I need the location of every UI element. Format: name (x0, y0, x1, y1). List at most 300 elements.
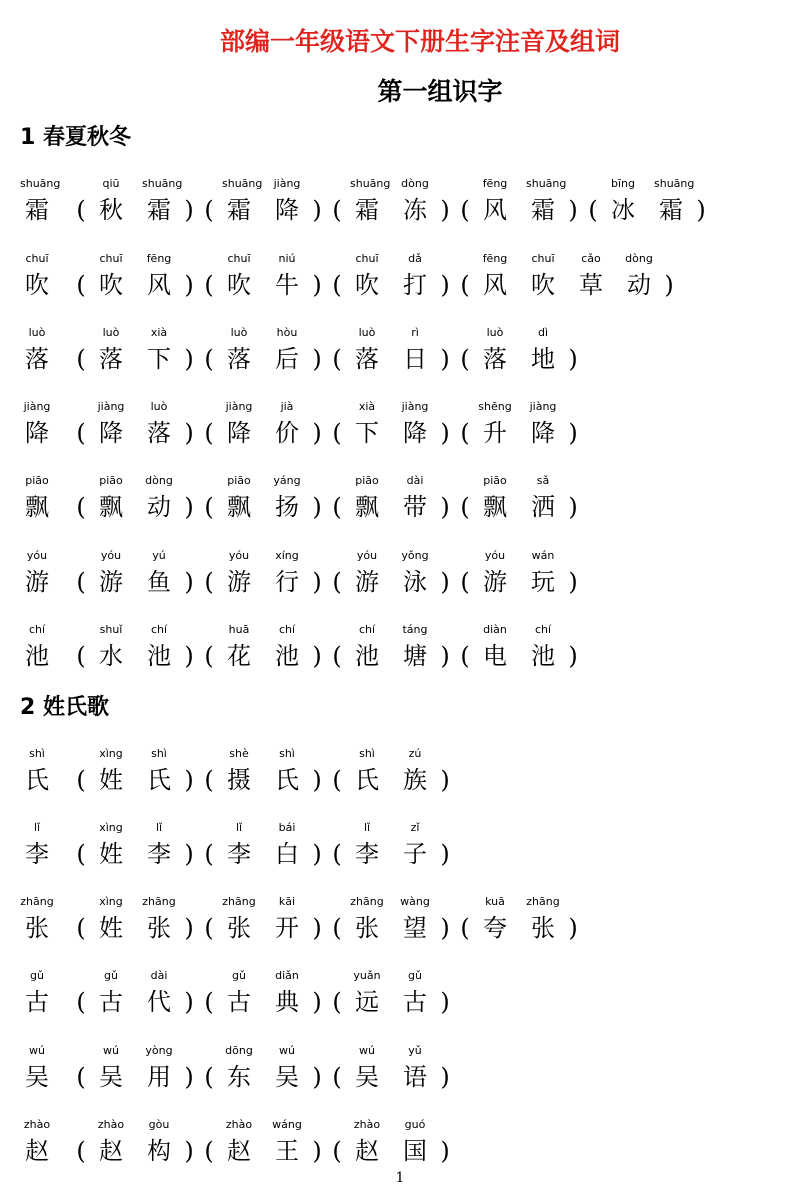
word-character (142, 250, 176, 302)
word-character (142, 472, 176, 524)
hanzi: 吹 (355, 271, 379, 299)
close-paren: ) (312, 1137, 322, 1165)
pinyin: jiàng (529, 400, 557, 413)
close-paren: ) (184, 568, 194, 596)
hanzi: 扬 (275, 493, 299, 521)
pinyin: dòng (145, 474, 173, 487)
word-character (622, 250, 656, 302)
pinyin: chí (28, 623, 46, 636)
hanzi: 降 (227, 419, 251, 447)
character-row (20, 967, 790, 1027)
lesson-heading: 2 姓氏歌 (20, 695, 109, 720)
hanzi: 赵 (99, 1137, 123, 1165)
close-paren: ) (440, 766, 450, 794)
page-number: 1 (395, 1170, 405, 1186)
pinyin: chuī (531, 252, 555, 265)
close-paren: ) (312, 1063, 322, 1091)
open-paren: ( (332, 419, 342, 447)
hanzi: 摄 (227, 766, 251, 794)
character-row (20, 472, 790, 532)
hanzi: 池 (275, 642, 299, 670)
hanzi: 玩 (531, 568, 555, 596)
open-paren: ( (76, 196, 86, 224)
character-row (20, 1116, 790, 1176)
open-paren: ( (204, 642, 214, 670)
pinyin: shuǐ (99, 623, 123, 636)
close-paren: ) (184, 840, 194, 868)
word-character (350, 893, 384, 945)
pinyin: kuā (485, 895, 505, 908)
hanzi: 霜 (25, 196, 49, 224)
hanzi: 落 (355, 345, 379, 373)
hanzi: 飘 (99, 493, 123, 521)
hanzi: 李 (355, 840, 379, 868)
character-entry (20, 324, 54, 376)
hanzi: 带 (403, 493, 427, 521)
close-paren: ) (184, 419, 194, 447)
open-paren: ( (460, 914, 470, 942)
hanzi: 池 (147, 642, 171, 670)
close-paren: ) (312, 493, 322, 521)
pinyin: shuāng (222, 177, 263, 190)
word-character (142, 967, 176, 1019)
open-paren: ( (76, 642, 86, 670)
close-paren: ) (312, 766, 322, 794)
hanzi: 泳 (403, 568, 427, 596)
word-character (398, 621, 432, 673)
pinyin: qiū (102, 177, 120, 190)
word-character (142, 1116, 176, 1168)
word-character (94, 547, 128, 599)
hanzi: 日 (403, 345, 427, 373)
pinyin: chuī (227, 252, 251, 265)
hanzi: 霜 (355, 196, 379, 224)
open-paren: ( (460, 345, 470, 373)
hanzi: 牛 (275, 271, 299, 299)
word-character (222, 1116, 256, 1168)
pinyin: shēng (478, 400, 512, 413)
pinyin: yóu (228, 549, 250, 562)
character-row (20, 547, 790, 607)
word-character (142, 621, 176, 673)
word-character (222, 967, 256, 1019)
close-paren: ) (312, 196, 322, 224)
pinyin: dài (150, 969, 168, 982)
word-character (222, 893, 256, 945)
pinyin: wú (359, 1044, 375, 1057)
pinyin: zhāng (142, 895, 176, 908)
word-character (94, 1042, 128, 1094)
hanzi: 洒 (531, 493, 555, 521)
hanzi: 池 (531, 642, 555, 670)
hanzi: 王 (275, 1137, 299, 1165)
hanzi: 下 (355, 419, 379, 447)
word-character (350, 324, 384, 376)
word-character (478, 324, 512, 376)
word-character (270, 893, 304, 945)
open-paren: ( (332, 1063, 342, 1091)
hanzi: 代 (147, 988, 171, 1016)
word-character (350, 1116, 384, 1168)
word-character (94, 745, 128, 797)
open-paren: ( (332, 196, 342, 224)
close-paren: ) (184, 766, 194, 794)
word-character (398, 472, 432, 524)
hanzi: 张 (355, 914, 379, 942)
pinyin: fēng (146, 252, 172, 265)
close-paren: ) (184, 988, 194, 1016)
hanzi: 氏 (147, 766, 171, 794)
lesson-heading: 1 春夏秋冬 (20, 125, 131, 150)
close-paren: ) (184, 345, 194, 373)
close-paren: ) (696, 196, 706, 224)
hanzi: 下 (147, 345, 171, 373)
open-paren: ( (332, 914, 342, 942)
hanzi: 古 (25, 988, 49, 1016)
word-character (94, 1116, 128, 1168)
close-paren: ) (312, 840, 322, 868)
hanzi: 白 (275, 840, 299, 868)
close-paren: ) (184, 914, 194, 942)
pinyin: piāo (483, 474, 507, 487)
word-character (350, 1042, 384, 1094)
hanzi: 张 (227, 914, 251, 942)
word-character (222, 621, 256, 673)
close-paren: ) (312, 345, 322, 373)
pinyin: yóu (26, 549, 48, 562)
character-row (20, 621, 790, 681)
hanzi: 吹 (25, 271, 49, 299)
hanzi: 降 (403, 419, 427, 447)
close-paren: ) (440, 914, 450, 942)
pinyin: yóu (356, 549, 378, 562)
pinyin: niú (278, 252, 296, 265)
character-row (20, 175, 790, 235)
hanzi: 游 (355, 568, 379, 596)
word-character (142, 745, 176, 797)
hanzi: 飘 (355, 493, 379, 521)
pinyin: jiàng (23, 400, 51, 413)
word-character (574, 250, 608, 302)
hanzi: 子 (403, 840, 427, 868)
pinyin: wú (103, 1044, 119, 1057)
pinyin: guó (404, 1118, 426, 1131)
hanzi: 开 (275, 914, 299, 942)
hanzi: 吴 (275, 1063, 299, 1091)
group-title: 第一组识字 (377, 77, 503, 106)
hanzi: 动 (627, 271, 651, 299)
hanzi: 池 (355, 642, 379, 670)
hanzi: 行 (275, 568, 299, 596)
open-paren: ( (76, 568, 86, 596)
hanzi: 古 (403, 988, 427, 1016)
hanzi: 吹 (531, 271, 555, 299)
hanzi: 吴 (355, 1063, 379, 1091)
hanzi: 飘 (25, 493, 49, 521)
hanzi: 飘 (483, 493, 507, 521)
close-paren: ) (440, 988, 450, 1016)
pinyin: sǎ (536, 474, 550, 487)
character-entry (20, 472, 54, 524)
hanzi: 吴 (25, 1063, 49, 1091)
close-paren: ) (440, 568, 450, 596)
pinyin: huā (228, 623, 250, 636)
word-character (350, 398, 384, 450)
pinyin: xìng (99, 747, 123, 760)
word-character (222, 250, 256, 302)
character-entry (20, 250, 54, 302)
word-character (526, 324, 560, 376)
hanzi: 语 (403, 1063, 427, 1091)
pinyin: dài (406, 474, 424, 487)
pinyin: shì (151, 747, 167, 760)
hanzi: 霜 (147, 196, 171, 224)
pinyin: zhào (97, 1118, 125, 1131)
hanzi: 吹 (99, 271, 123, 299)
open-paren: ( (204, 493, 214, 521)
word-character (142, 175, 183, 227)
pinyin: zhāng (526, 895, 560, 908)
close-paren: ) (184, 196, 194, 224)
open-paren: ( (460, 419, 470, 447)
hanzi: 落 (227, 345, 251, 373)
pinyin: yǔ (408, 1044, 422, 1057)
open-paren: ( (204, 766, 214, 794)
hanzi: 电 (483, 642, 507, 670)
word-character (270, 621, 304, 673)
pinyin: jiàng (401, 400, 429, 413)
word-character (94, 250, 128, 302)
pinyin: luò (28, 326, 46, 339)
character-row (20, 324, 790, 384)
hanzi: 张 (25, 914, 49, 942)
pinyin: dòng (625, 252, 653, 265)
pinyin: jià (280, 400, 294, 413)
pinyin: shè (229, 747, 249, 760)
pinyin: bīng (611, 177, 635, 190)
hanzi: 冰 (611, 196, 635, 224)
close-paren: ) (440, 1063, 450, 1091)
pinyin: yú (152, 549, 166, 562)
open-paren: ( (76, 1063, 86, 1091)
open-paren: ( (204, 840, 214, 868)
word-character (478, 621, 512, 673)
pinyin: gǔ (232, 969, 246, 982)
word-character (478, 398, 512, 450)
hanzi: 降 (531, 419, 555, 447)
word-character (398, 819, 432, 871)
hanzi: 霜 (531, 196, 555, 224)
open-paren: ( (76, 345, 86, 373)
word-character (142, 398, 176, 450)
word-character (270, 398, 304, 450)
word-character (94, 175, 128, 227)
character-entry (20, 398, 54, 450)
open-paren: ( (76, 1137, 86, 1165)
open-paren: ( (204, 914, 214, 942)
hanzi: 风 (483, 196, 507, 224)
close-paren: ) (184, 1063, 194, 1091)
hanzi: 花 (227, 642, 251, 670)
hanzi: 东 (227, 1063, 251, 1091)
open-paren: ( (460, 568, 470, 596)
word-character (398, 547, 432, 599)
word-character (350, 472, 384, 524)
pinyin: xìng (99, 895, 123, 908)
pinyin: shuāng (526, 177, 567, 190)
close-paren: ) (312, 568, 322, 596)
word-character (222, 547, 256, 599)
close-paren: ) (568, 642, 578, 670)
pinyin: gòu (148, 1118, 170, 1131)
hanzi: 风 (483, 271, 507, 299)
hanzi: 氏 (25, 766, 49, 794)
word-character (270, 547, 304, 599)
pinyin: shuāng (142, 177, 183, 190)
close-paren: ) (440, 271, 450, 299)
close-paren: ) (568, 914, 578, 942)
hanzi: 降 (275, 196, 299, 224)
pinyin: chí (534, 623, 552, 636)
pinyin: piāo (99, 474, 123, 487)
character-entry (20, 621, 54, 673)
hanzi: 地 (531, 345, 555, 373)
word-character (142, 1042, 176, 1094)
pinyin: luò (230, 326, 248, 339)
hanzi: 远 (355, 988, 379, 1016)
hanzi: 降 (25, 419, 49, 447)
pinyin: shuāng (654, 177, 695, 190)
word-character (270, 472, 304, 524)
character-row (20, 1042, 790, 1102)
open-paren: ( (332, 988, 342, 1016)
hanzi: 赵 (355, 1137, 379, 1165)
pinyin: dōng (225, 1044, 253, 1057)
hanzi: 升 (483, 419, 507, 447)
character-entry (20, 175, 61, 227)
word-character (350, 745, 384, 797)
pinyin: xìng (99, 821, 123, 834)
hanzi: 后 (275, 345, 299, 373)
character-row (20, 398, 790, 458)
word-character (526, 175, 567, 227)
word-character (222, 324, 256, 376)
close-paren: ) (184, 642, 194, 670)
word-character (350, 621, 384, 673)
open-paren: ( (332, 840, 342, 868)
open-paren: ( (204, 1137, 214, 1165)
close-paren: ) (440, 345, 450, 373)
hanzi: 族 (403, 766, 427, 794)
word-character (398, 745, 432, 797)
hanzi: 姓 (99, 840, 123, 868)
hanzi: 落 (483, 345, 507, 373)
pinyin: yóu (484, 549, 506, 562)
hanzi: 草 (579, 271, 603, 299)
close-paren: ) (568, 196, 578, 224)
hanzi: 秋 (99, 196, 123, 224)
pinyin: lǐ (235, 821, 243, 834)
word-character (94, 324, 128, 376)
open-paren: ( (332, 493, 342, 521)
pinyin: wú (29, 1044, 45, 1057)
word-character (398, 324, 432, 376)
close-paren: ) (568, 345, 578, 373)
pinyin: yǒng (401, 549, 429, 562)
pinyin: wáng (272, 1118, 302, 1131)
hanzi: 古 (99, 988, 123, 1016)
pinyin: chí (278, 623, 296, 636)
open-paren: ( (204, 1063, 214, 1091)
word-character (222, 745, 256, 797)
pinyin: zhào (225, 1118, 253, 1131)
hanzi: 塘 (403, 642, 427, 670)
pinyin: dǎ (408, 252, 422, 265)
word-character (526, 472, 560, 524)
open-paren: ( (76, 271, 86, 299)
word-character (94, 819, 128, 871)
open-paren: ( (332, 766, 342, 794)
pinyin: shuāng (350, 177, 391, 190)
hanzi: 降 (99, 419, 123, 447)
word-character (94, 398, 128, 450)
pinyin: xià (150, 326, 168, 339)
word-character (142, 547, 176, 599)
word-character (270, 1116, 304, 1168)
pinyin: piāo (355, 474, 379, 487)
hanzi: 飘 (227, 493, 251, 521)
pinyin: chuī (355, 252, 379, 265)
pinyin: gǔ (30, 969, 44, 982)
page-title: 部编一年级语文下册生字注音及组词 (219, 27, 620, 56)
word-character (222, 398, 256, 450)
character-entry (20, 893, 54, 945)
hanzi: 氏 (355, 766, 379, 794)
pinyin: fēng (482, 252, 508, 265)
pinyin: diǎn (275, 969, 299, 982)
word-character (270, 819, 304, 871)
pinyin: zhāng (20, 895, 54, 908)
pinyin: piāo (227, 474, 251, 487)
pinyin: gǔ (408, 969, 422, 982)
pinyin: jiàng (273, 177, 301, 190)
word-character (398, 398, 432, 450)
word-character (606, 175, 640, 227)
pinyin: jiàng (97, 400, 125, 413)
word-character (270, 745, 304, 797)
close-paren: ) (312, 914, 322, 942)
hanzi: 游 (25, 568, 49, 596)
open-paren: ( (460, 196, 470, 224)
close-paren: ) (312, 271, 322, 299)
pinyin: chí (358, 623, 376, 636)
open-paren: ( (460, 493, 470, 521)
open-paren: ( (76, 493, 86, 521)
word-character (398, 175, 432, 227)
word-character (270, 324, 304, 376)
hanzi: 鱼 (147, 568, 171, 596)
pinyin: dì (537, 326, 549, 339)
open-paren: ( (332, 1137, 342, 1165)
hanzi: 霜 (227, 196, 251, 224)
close-paren: ) (440, 642, 450, 670)
pinyin: hòu (276, 326, 298, 339)
word-character (350, 547, 384, 599)
hanzi: 落 (147, 419, 171, 447)
pinyin: luò (486, 326, 504, 339)
hanzi: 姓 (99, 914, 123, 942)
hanzi: 打 (403, 271, 427, 299)
